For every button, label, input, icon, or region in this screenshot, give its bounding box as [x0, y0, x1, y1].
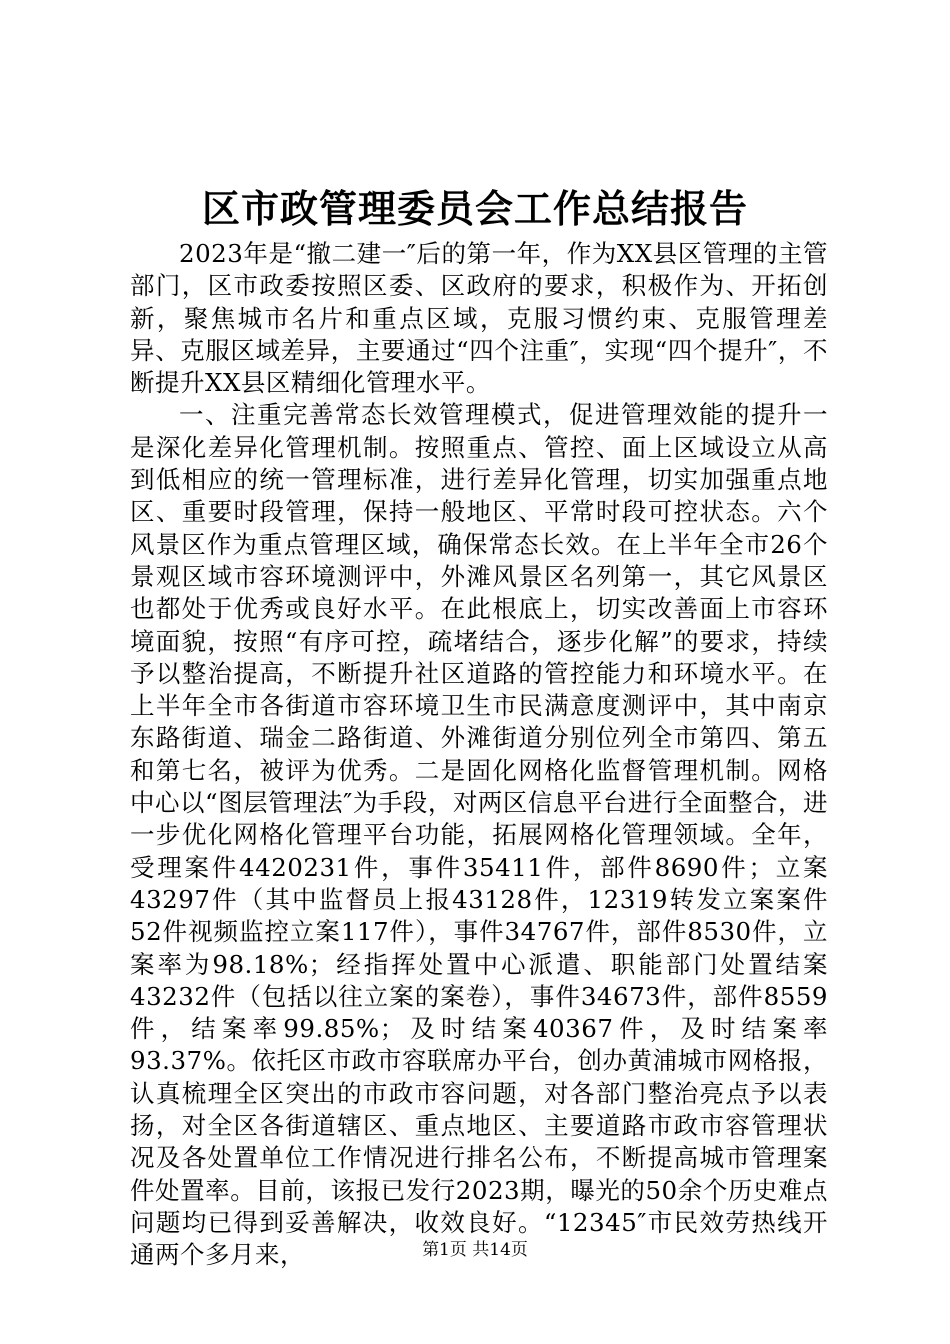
paragraph-section-one: 一、注重完善常态长效管理模式，促进管理效能的提升一是深化差异化管理机制。按照重点、管控、面上区域设立从高到低相应的统一管理标准，进行差异化管理，切实加强重点地区、重要时段管理，保持一般地区、平常时段可控状态。六个风景区作为重点管理区域，确保常态长效。在上半年全市26个景观区域市容环境测评中，外滩风景区名列第一，其它风景区也都处于优秀或良好水平。在此根底上，切实改善面上市容环境面貌，按照“有序可控，疏堵结合，逐步化解”的要求，持续予以整治提高，不断提升社区道路的管控能力和环境水平。在上半年全市各街道市容环境卫生市民满意度测评中，其中南京东路街道、瑞金二路街道、外滩街道分别位列全市第四、第五和第七名，被评为优秀。二是固化网格化监督管理机制。网格中心以“图层管理法″为手段，对两区信息平台进行全面整合，进一步优化网格化管理平台功能，拓展网格化管理领域。全年，受理案件4420231件，事件35411件，部件8690件；立案43297件（其中监督员上报43128件，12319转发立案案件52件视频监控立案117件），事件34767件，部件8530件，立案率为98.18%；经指挥处置中心派遣、职能部门处置结案43232件（包括以往立案的案卷），事件34673件，部件8559件，结案率99.85%；及时结案40367件，及时结案率93.37%。依托区市政市容联席办平台，创办黄浦城市网格报，认真梳理全区突出的市政市容问题，对各部门整治亮点予以表扬，对全区各街道辖区、重点地区、主要道路市政市容管理状况及各处置单位工作情况进行排名公布，不断提高城市管理案件处置率。目前，该报已发行2023期，曝光的50余个历史难点问题均已得到妥善解决，收效良好。“12345″市民效劳热线开通两个多月来，: [130, 400, 828, 1270]
page-number-footer: 第1页 共14页: [422, 1240, 528, 1260]
document-body: [130, 238, 828, 1272]
paragraph-intro: 2023年是“撤二建一″后的第一年，作为XX县区管理的主管部门，区市政委按照区委、区政府的要求，积极作为、开拓创新，聚焦城市名片和重点区域，克服习惯约束、克服管理差异、克服区域差异，主要通过“四个注重″，实现“四个提升″，不断提升XX县区精细化管理水平。: [130, 239, 828, 398]
document-title: 区市政管理委员会工作总结报告: [201, 186, 748, 231]
